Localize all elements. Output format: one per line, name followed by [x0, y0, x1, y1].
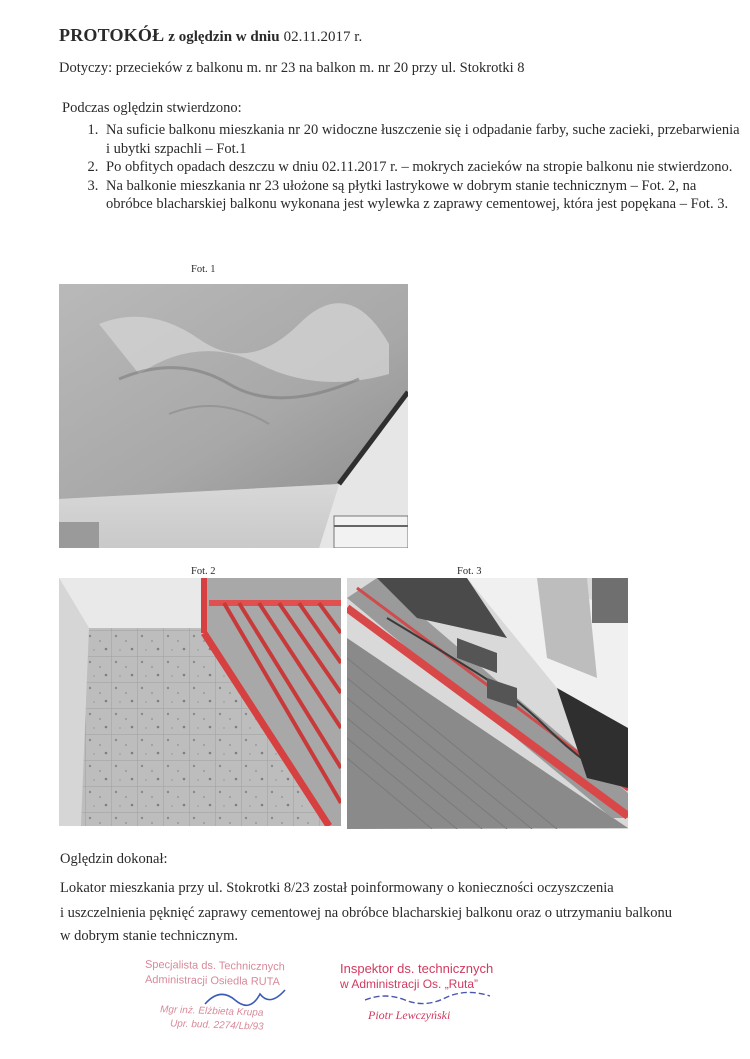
- findings-list: [62, 121, 742, 214]
- conclusion-line-1: Lokator mieszkania przy ul. Stokrotki 8/23 został poinformowany o konieczności oczyszczenia: [60, 880, 614, 896]
- finding-item-1: 1. Na suficie balkonu mieszkania nr 20 widoczne łuszczenie się i odpadanie farby, suche zacieki, przebarwienia i ubytki szpachli – Fot.1: [102, 121, 742, 158]
- photo-2-image: [59, 578, 341, 826]
- photo-1-image: [59, 284, 408, 548]
- signature-right: [360, 990, 500, 1006]
- stamp-right-line-1: Inspektor ds. technicznych: [340, 961, 494, 976]
- title-date: 02.11.2017 r.: [283, 29, 363, 45]
- title-subtitle: z oględzin w dniu: [168, 29, 280, 45]
- stamp-right-line-2: w Administracji Os. „Ruta”: [340, 977, 479, 991]
- inspected-by-label: Oględzin dokonał:: [60, 851, 168, 867]
- document-title: [59, 25, 362, 46]
- subject-line: Dotyczy: przecieków z balkonu m. nr 23 na balkon m. nr 20 przy ul. Stokrotki 8: [59, 60, 525, 76]
- stamp-left-line-4: Upr. bud. 2274/Lb/93: [169, 1018, 264, 1033]
- title-protocol: PROTOKÓŁ: [59, 25, 165, 45]
- finding-item-3: 3. Na balkonie mieszkania nr 23 ułożone są płytki lastrykowe w dobrym stanie technicznym – Fot. 2, na obróbce blacharskiej balkonu wykonana jest wylewka z zaprawy cementowej, która jest popękana – Fot. 3.: [102, 177, 742, 214]
- findings-intro: Podczas oględzin stwierdzono:: [62, 100, 242, 116]
- conclusion-line-3: w dobrym stanie technicznym.: [60, 928, 238, 944]
- photo-3-caption: Fot. 3: [457, 566, 482, 577]
- stamp-right-line-3: Piotr Lewczyński: [368, 1008, 451, 1022]
- photo-3-image: [347, 578, 628, 829]
- stamp-left-line-2: Administracji Osiedla RUTA: [144, 973, 280, 989]
- stamp-left-line-1: Specjalista ds. Technicznych: [144, 958, 285, 974]
- conclusion-line-2: i uszczelnienia pęknięć zaprawy cementowej na obróbce blacharskiej balkonu oraz o utrzymaniu balkonu: [60, 905, 672, 921]
- photo-2-caption: Fot. 2: [191, 566, 216, 577]
- photo-1-balcony-ceiling: [59, 284, 408, 548]
- photo-2-terrazzo-tiles: [59, 578, 341, 826]
- photo-3-cracked-mortar: [347, 578, 628, 829]
- finding-item-2: 2. Po obfitych opadach deszczu w dniu 02.11.2017 r. – mokrych zacieków na stropie balkonu nie stwierdzono.: [102, 158, 742, 177]
- stamp-left-line-3: Mgr inż. Elżbieta Krupa: [159, 1004, 264, 1019]
- signature-left: [200, 982, 290, 1012]
- photo-1-caption: Fot. 1: [191, 264, 216, 275]
